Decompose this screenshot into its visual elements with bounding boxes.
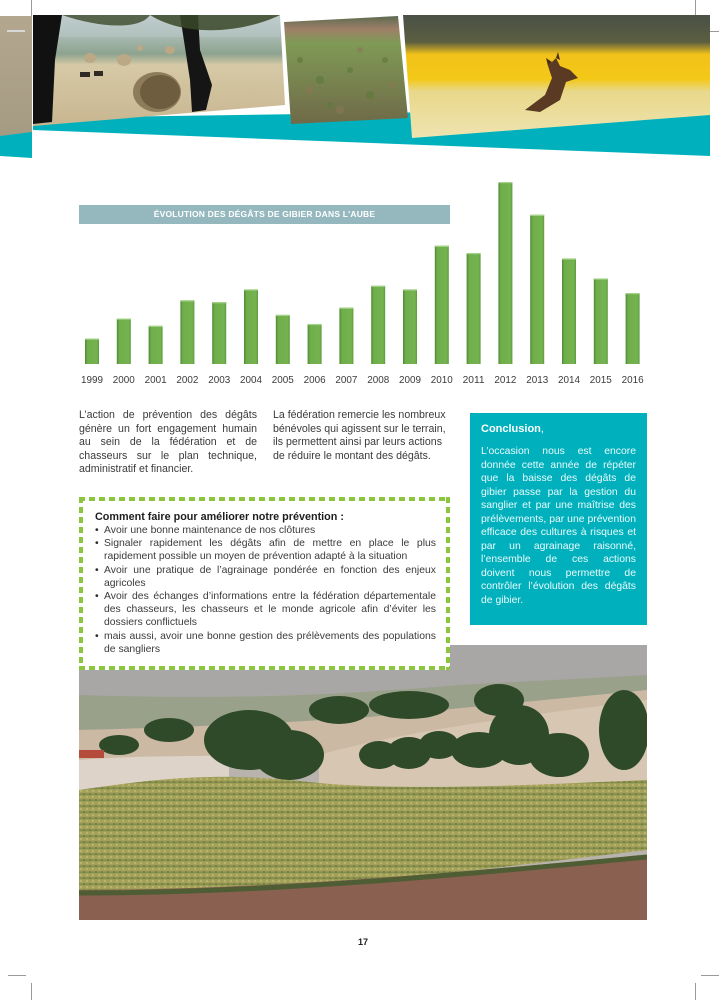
x-tick-label: 2012 [494, 374, 517, 386]
body-text-column-1: L’action de prévention des dégâts génère un fort engagement humain au sein de la fédération et de chasseurs sur le plan technique, administratif et financier. [79, 409, 257, 476]
bar-2015 [594, 278, 608, 364]
bar-highlight [308, 324, 322, 325]
wild-boars-hay-bales-photo [33, 15, 285, 126]
bar-highlight [212, 302, 226, 303]
bar-2006 [308, 324, 322, 364]
dashed-border-bottom [79, 666, 450, 670]
x-tick-label: 2005 [271, 374, 294, 386]
dashed-border-right [446, 497, 450, 670]
conclusion-heading [481, 423, 636, 435]
page-number: 17 [357, 937, 368, 947]
x-tick-label: 2014 [558, 374, 581, 386]
bar-highlight [467, 253, 481, 254]
x-tick-label: 2015 [589, 374, 612, 386]
bar-highlight [244, 289, 258, 290]
x-tick-label: 2016 [621, 374, 644, 386]
bar-highlight [594, 278, 608, 279]
bar-2008 [371, 286, 385, 364]
conclusion-heading-suffix: , [540, 423, 544, 435]
x-tick-label: 2010 [430, 374, 453, 386]
bar-chart [70, 170, 660, 395]
tips-list-item: • mais aussi, avoir une bonne gestion des prélèvements des populations de sangliers [95, 630, 436, 656]
x-tick-label: 2006 [303, 374, 326, 386]
x-tick-label: 2007 [335, 374, 358, 386]
bar-2003 [212, 302, 226, 364]
damaged-crop-field-photo [284, 16, 408, 124]
bar-highlight [562, 258, 576, 259]
landscape-photo [79, 645, 647, 920]
bar-highlight [435, 246, 449, 247]
x-tick-label: 2011 [462, 374, 485, 386]
tips-title: Comment faire pour améliorer notre prévention : [95, 511, 344, 523]
bar-highlight [85, 339, 99, 340]
x-tick-label: 2001 [144, 374, 167, 386]
bar-highlight [117, 319, 131, 320]
bar-2009 [403, 289, 417, 364]
bar-highlight [530, 215, 544, 216]
x-tick-label: 2000 [112, 374, 135, 386]
tips-list-item: • Avoir des échanges d’informations entre la fédération départementale des chasseurs, les chasseurs et le monde agricole afin d’éviter les dossiers conflictuels [95, 590, 436, 630]
bar-2007 [339, 308, 353, 364]
bar-2010 [435, 246, 449, 364]
bar-2016 [626, 293, 640, 364]
x-tick-label: 1999 [81, 374, 104, 386]
tips-list-item: • Avoir une bonne maintenance de nos clôtures [95, 524, 436, 537]
bar-highlight [498, 182, 512, 183]
conclusion-box [470, 413, 647, 625]
bar-highlight [276, 315, 290, 316]
x-tick-label: 2003 [208, 374, 231, 386]
bar-2002 [180, 300, 194, 364]
x-tick-label: 2002 [176, 374, 199, 386]
left-edge-photo [0, 16, 32, 158]
body-text-column-2: La fédération remercie les nombreux bénévoles qui agissent sur le terrain, ils permettent ainsi par leurs actions de réduire le montant des dégâts. [273, 409, 446, 462]
x-tick-label: 2004 [240, 374, 263, 386]
conclusion-body: L’occasion nous est encore donnée cette année de répéter que la baisse des dégâts de gibier passe par la gestion du sanglier et par une maîtrise des prélèvements, par une prévention efficace des cultures à risques et par un agrainage raisonné, l’ensemble de ces actions doivent nous permettre de contrôler l’évolution des dégâts de gibier. [481, 446, 636, 606]
bar-2014 [562, 258, 576, 364]
chart-title: ÉVOLUTION DES DÉGÂTS DE GIBIER DANS L'AUBE [79, 205, 450, 224]
bar-highlight [371, 286, 385, 287]
bar-2013 [530, 215, 544, 364]
bar-highlight [180, 300, 194, 301]
tips-list-item: • Signaler rapidement les dégâts afin de mettre en place le plus rapidement possible un moyen de prévention adapté à la situation [95, 537, 436, 563]
dashed-border-left [79, 497, 83, 670]
crop-mark [8, 975, 26, 976]
tips-list [95, 524, 436, 656]
crop-mark [31, 983, 32, 1000]
x-tick-label: 2008 [367, 374, 390, 386]
bar-2012 [498, 182, 512, 364]
conclusion-heading-text: Conclusion [481, 423, 541, 435]
dashed-border-top [79, 497, 450, 501]
bar-2001 [149, 326, 163, 364]
x-tick-label: 2013 [526, 374, 549, 386]
bar-2000 [117, 319, 131, 365]
bar-highlight [403, 289, 417, 290]
bar-highlight [339, 308, 353, 309]
crop-mark [695, 983, 696, 1000]
bar-2004 [244, 289, 258, 364]
bar-1999 [85, 339, 99, 364]
bar-highlight [626, 293, 640, 294]
bar-2005 [276, 315, 290, 364]
header-photo-strip [0, 0, 726, 170]
bar-highlight [149, 326, 163, 327]
crop-mark [701, 975, 719, 976]
x-tick-label: 2009 [399, 374, 422, 386]
prevention-tips-box [79, 497, 450, 670]
bar-2011 [467, 253, 481, 364]
tips-list-item: • Avoir une pratique de l’agrainage pondérée en fonction des enjeux agricoles [95, 564, 436, 590]
